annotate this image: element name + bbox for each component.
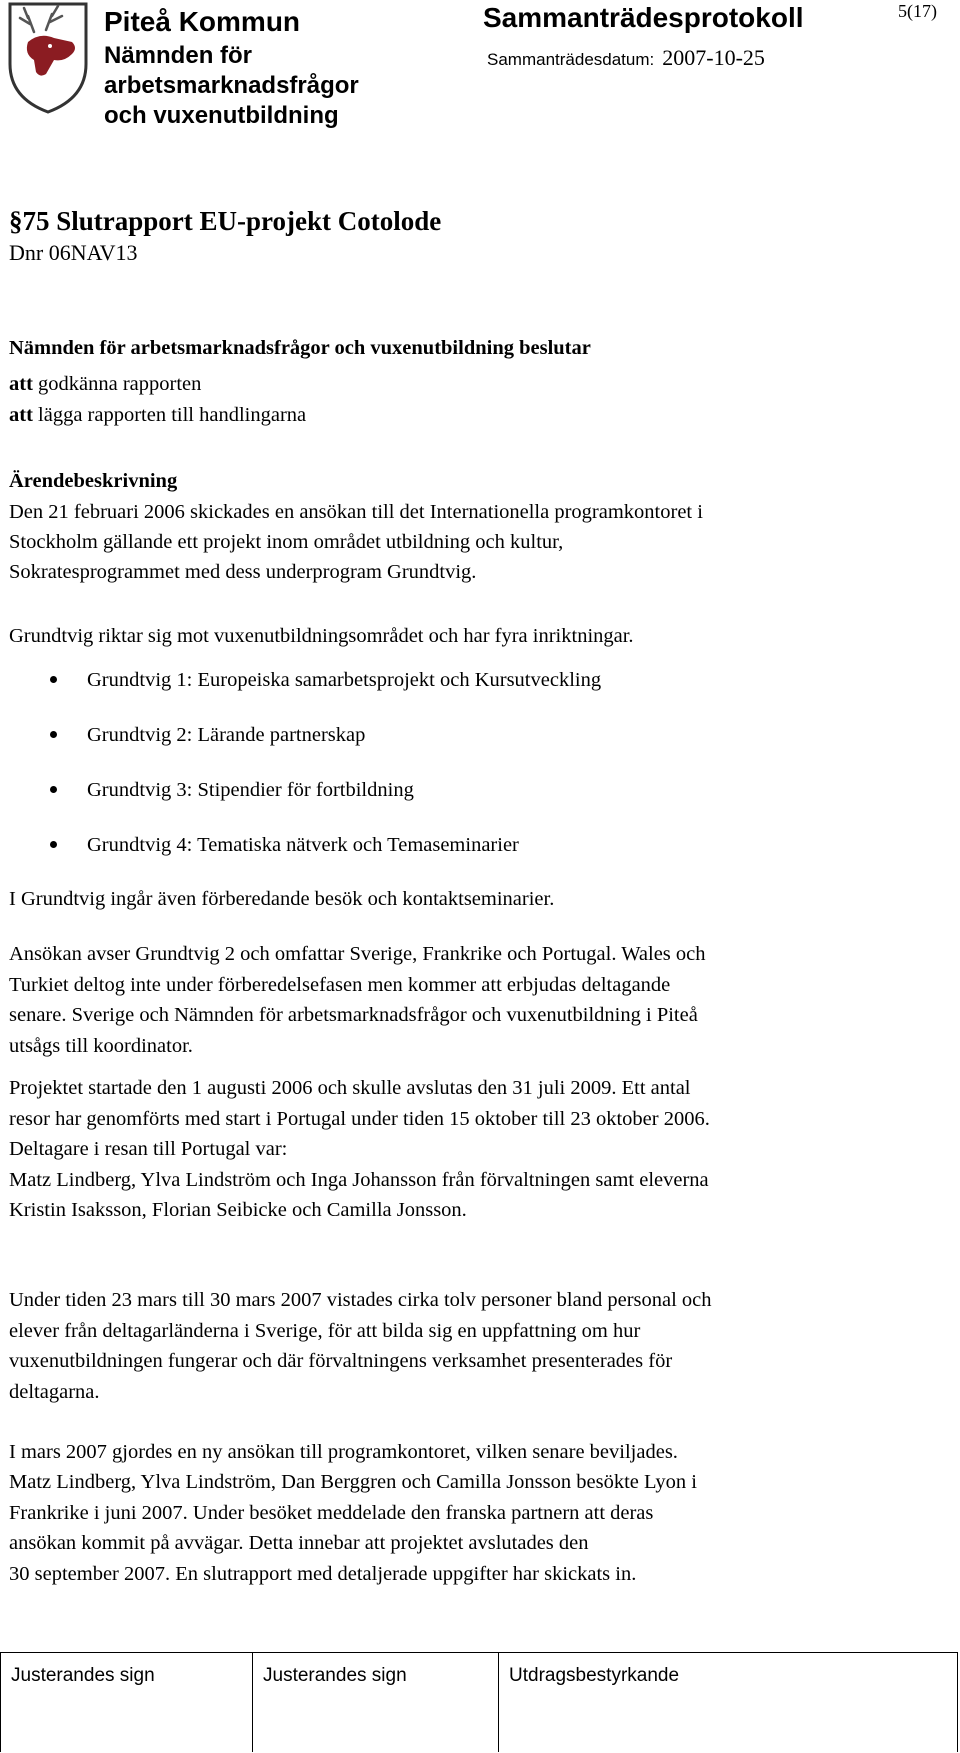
paragraph-line: I mars 2007 gjordes en ny ansökan till programkontoret, vilken senare beviljades. <box>9 1441 678 1463</box>
paragraph-line: resor har genomförts med start i Portugal under tiden 15 oktober till 23 oktober 2006. <box>9 1108 710 1130</box>
paragraph-line: Under tiden 23 mars till 30 mars 2007 vistades cirka tolv personer bland personal och <box>9 1289 712 1311</box>
committee-line-2: arbetsmarknadsfrågor <box>104 72 359 99</box>
signature-cell-label: Utdragsbestyrkande <box>509 1665 680 1686</box>
document-type: Sammanträdesprotokoll <box>483 2 804 33</box>
meeting-date <box>487 45 765 71</box>
committee-name <box>104 41 359 131</box>
paragraph-line: Projektet startade den 1 augusti 2006 och skulle avslutas den 31 juli 2009. Ett antal <box>9 1077 691 1099</box>
committee-line-1: Nämnden för <box>104 42 253 69</box>
paragraph-line: elever från deltagarländerna i Sverige, för att bilda sig en uppfattning om hur <box>9 1320 641 1342</box>
paragraph-line: Frankrike i juni 2007. Under besöket meddelade den franska partnern att deras <box>9 1502 654 1524</box>
decision-item: att godkänna rapporten <box>9 373 202 395</box>
paragraph-line: I Grundtvig ingår även förberedande besök och kontaktseminarier. <box>9 888 555 910</box>
list-item: Grundtvig 3: Stipendier för fortbildning <box>50 775 414 805</box>
section-title: §75 Slutrapport EU-projekt Cotolode <box>9 206 442 236</box>
committee-line-3: och vuxenutbildning <box>104 102 339 129</box>
paragraph-line: Stockholm gällande ett projekt inom området utbildning och kultur, <box>9 531 564 553</box>
bullet-icon <box>50 841 57 848</box>
decision-heading: Nämnden för arbetsmarknadsfrågor och vuxenutbildning beslutar <box>9 337 591 359</box>
paragraph-line: Matz Lindberg, Ylva Lindström, Dan Berggren och Camilla Jonsson besökte Lyon i <box>9 1471 697 1493</box>
bullet-icon <box>50 676 57 683</box>
diary-number: Dnr 06NAV13 <box>9 240 138 265</box>
paragraph-line: utsågs till koordinator. <box>9 1035 193 1057</box>
paragraph-line: Den 21 februari 2006 skickades en ansökan till det Internationella programkontoret i <box>9 501 703 523</box>
signature-cell[interactable] <box>1 1653 253 1752</box>
bullet-icon <box>50 731 57 738</box>
certification-cell[interactable] <box>499 1653 957 1752</box>
paragraph-line: vuxenutbildningen fungerar och där förvaltningens verksamhet presenterades för <box>9 1350 673 1372</box>
page-number: 5(17) <box>898 1 937 21</box>
signature-table <box>0 1652 958 1752</box>
paragraph-line: Kristin Isaksson, Florian Seibicke och Camilla Jonsson. <box>9 1199 467 1221</box>
paragraph-line: 30 september 2007. En slutrapport med detaljerade uppgifter har skickats in. <box>9 1563 637 1585</box>
paragraph-line: deltagarna. <box>9 1381 100 1403</box>
list-item: Grundtvig 4: Tematiska nätverk och Temaseminarier <box>50 830 519 860</box>
paragraph-line: Grundtvig riktar sig mot vuxenutbildningsområdet och har fyra inriktningar. <box>9 625 634 647</box>
paragraph-line: Turkiet deltog inte under förberedelsefasen men kommer att erbjudas deltagande <box>9 974 671 996</box>
list-item: Grundtvig 1: Europeiska samarbetsprojekt och Kursutveckling <box>50 665 601 695</box>
bullet-icon <box>50 786 57 793</box>
signature-cell-label: Justerandes sign <box>11 1665 155 1686</box>
meeting-date-label: Sammanträdesdatum: <box>487 50 655 69</box>
signature-cell[interactable] <box>253 1653 499 1752</box>
paragraph-line: Ansökan avser Grundtvig 2 och omfattar Sverige, Frankrike och Portugal. Wales och <box>9 943 706 965</box>
description-heading: Ärendebeskrivning <box>9 470 178 492</box>
paragraph-line: Matz Lindberg, Ylva Lindström och Inga Johansson från förvaltningen samt eleverna <box>9 1169 709 1191</box>
paragraph-line: Deltagare i resan till Portugal var: <box>9 1138 288 1160</box>
paragraph-line: ansökan kommit på avvägar. Detta innebar att projektet avslutades den <box>9 1532 589 1554</box>
paragraph-line: senare. Sverige och Nämnden för arbetsmarknadsfrågor och vuxenutbildning i Piteå <box>9 1004 698 1026</box>
paragraph-line: Sokratesprogrammet med dess underprogram Grundtvig. <box>9 561 477 583</box>
municipality-logo <box>6 2 90 114</box>
signature-cell-label: Justerandes sign <box>263 1665 407 1686</box>
org-name: Piteå Kommun <box>104 6 301 37</box>
list-item: Grundtvig 2: Lärande partnerskap <box>50 720 365 750</box>
decision-item: att lägga rapporten till handlingarna <box>9 404 307 426</box>
meeting-date-value: 2007-10-25 <box>662 45 765 70</box>
